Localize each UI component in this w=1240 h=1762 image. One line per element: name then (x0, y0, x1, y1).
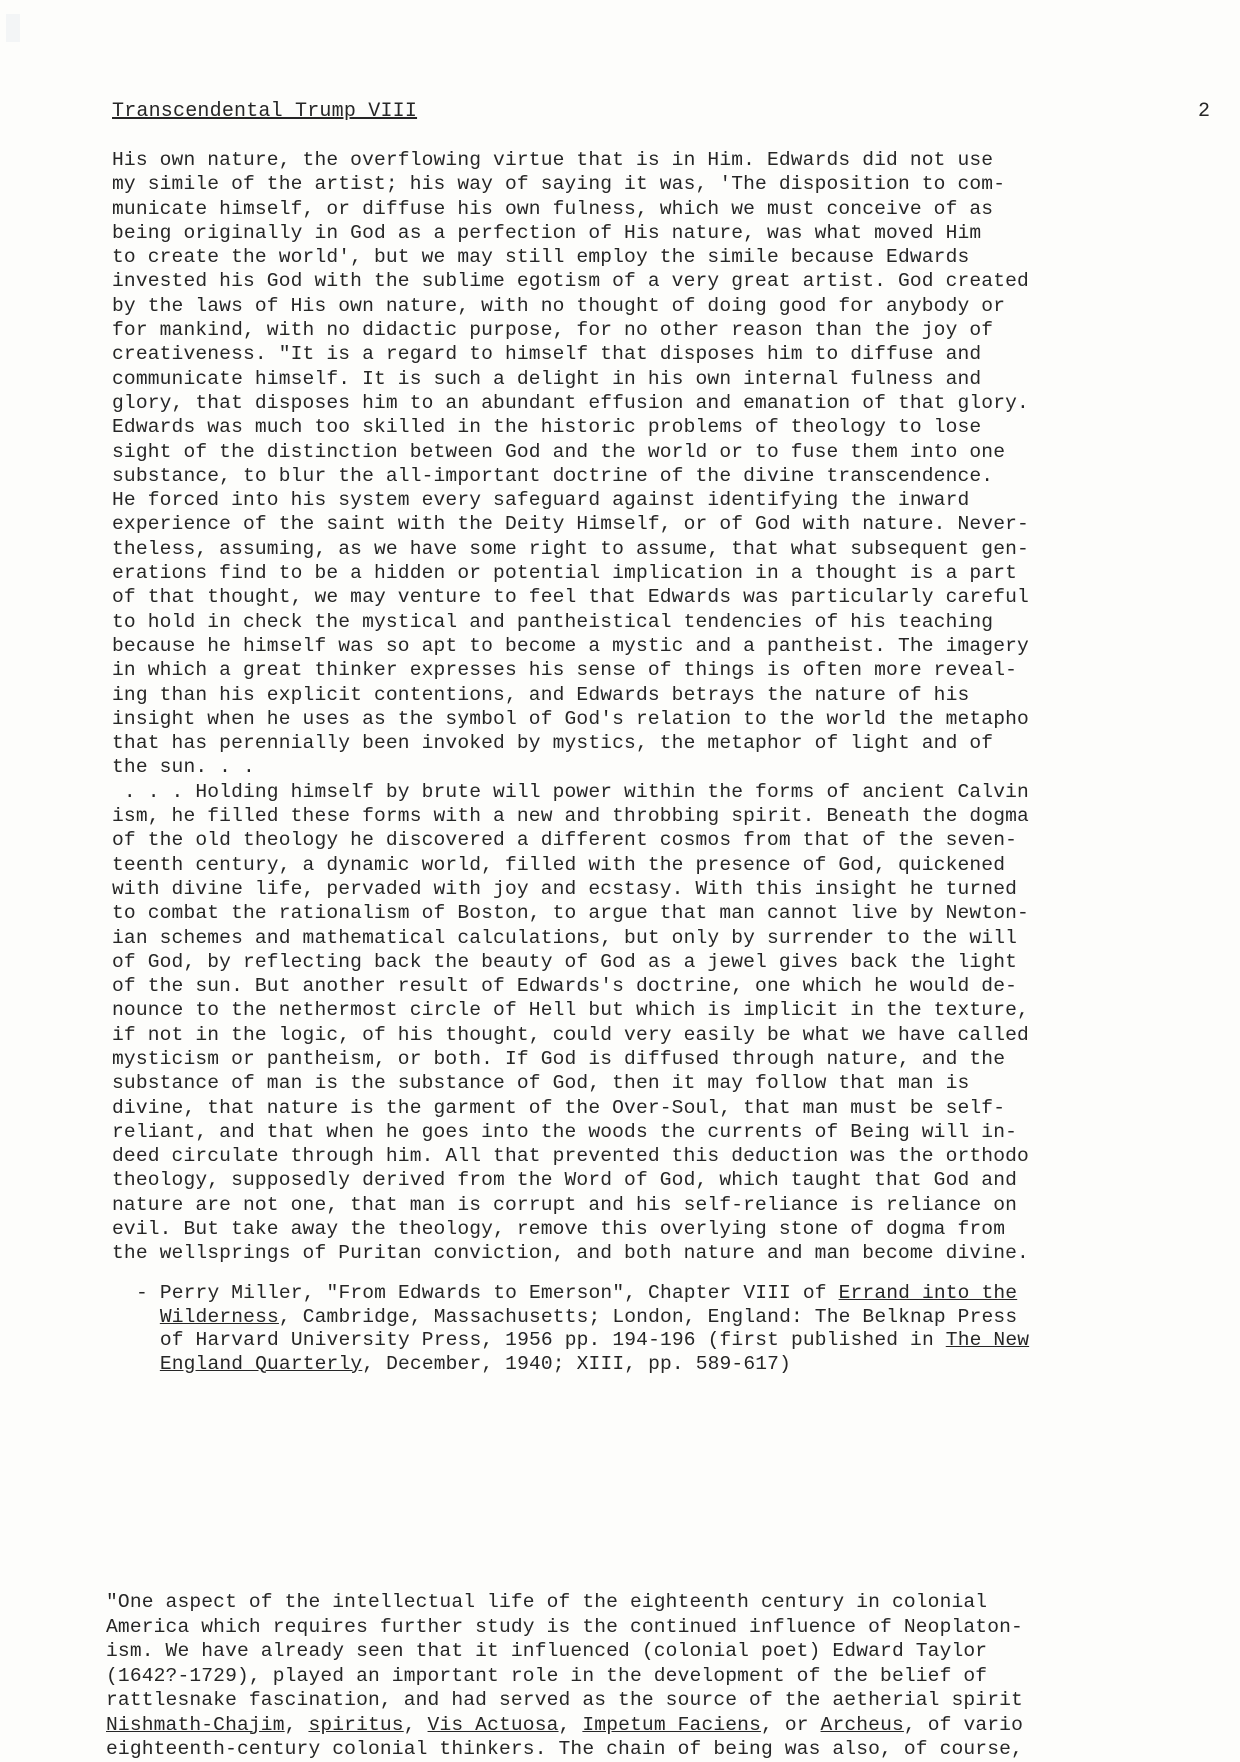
quote-line: America which requires further study is the continued influence of Neoplaton- (106, 1615, 1023, 1638)
scan-smudge (6, 14, 20, 42)
text-line: Edwards was much too skilled in the historic problems of theology to lose (112, 416, 982, 439)
page-header (112, 100, 1210, 130)
text-line: by the laws of His own nature, with no thought of doing good for anybody or (112, 294, 1006, 317)
latin-term: Impetum Faciens (582, 1713, 761, 1736)
text-line: of that thought, we may venture to feel that Edwards was particularly careful (112, 586, 1029, 609)
text-line: because he himself was so apt to become a mystic and a pantheist. The imagery (112, 634, 1029, 657)
text-line: glory, that disposes him to an abundant effusion and emanation of that glory. (112, 391, 1029, 414)
text-line: invested his God with the sublime egotism of a very great artist. God created (112, 270, 1029, 293)
text-line: substance of man is the substance of God, then it may follow that man is (112, 1072, 970, 1095)
text-line: . . . Holding himself by brute will power within the forms of ancient Calvin (112, 780, 1029, 803)
citation-block (136, 1282, 1226, 1376)
quote-block (106, 1590, 1226, 1762)
text-line: for mankind, with no didactic purpose, for no other reason than the joy of (112, 319, 994, 342)
text-line: theless, assuming, as we have some right to assume, that what subsequent gen- (112, 537, 1029, 560)
text-line: sight of the distinction between God and the world or to fuse them into one (112, 440, 1006, 463)
running-title: Transcendental Trump VIII (112, 100, 418, 123)
text-line: to hold in check the mystical and pantheistical tendencies of his teaching (112, 610, 994, 633)
text-line: of the sun. But another result of Edwards's doctrine, one which he would de- (112, 975, 1018, 998)
book-title: Errand into the (838, 1282, 1018, 1304)
text-line: His own nature, the overflowing virtue that is in Him. Edwards did not use (112, 149, 994, 171)
citation-text: , Cambridge, Massachusetts; London, England: The Belknap Press (278, 1305, 1018, 1328)
quote-text: , of vario (903, 1713, 1023, 1736)
citation-line (136, 1353, 1226, 1377)
text-line: mysticism or pantheism, or both. If God is diffused through nature, and the (112, 1047, 1006, 1070)
citation-line (136, 1282, 1226, 1306)
text-line: erations find to be a hidden or potential implication in a thought is a part (112, 562, 1018, 585)
page-number: 2 (1197, 100, 1210, 123)
quote-line: eighteenth-century colonial thinkers. The chain of being was also, of course, (106, 1738, 1023, 1760)
journal-title: England Quarterly (159, 1352, 363, 1375)
text-line: evil. But take away the theology, remove this overlying stone of dogma from (112, 1218, 1006, 1241)
text-line: He forced into his system every safeguard against identifying the inward (112, 489, 970, 512)
text-line: creativeness. "It is a regard to himself that disposes him to diffuse and (112, 343, 982, 366)
latin-term: spiritus (308, 1713, 404, 1736)
text-line: in which a great thinker expresses his sense of things is often more reveal- (112, 659, 1018, 682)
text-line: of God, by reflecting back the beauty of God as a jewel gives back the light (112, 950, 1018, 973)
text-line: ing than his explicit contentions, and Edwards betrays the nature of his (112, 683, 970, 706)
citation-line (136, 1329, 1226, 1353)
text-line: reliant, and that when he goes into the woods the currents of Being will in- (112, 1120, 1018, 1143)
text-line: being originally in God as a perfection of His nature, was what moved Him (112, 221, 982, 244)
latin-term: Nishmath-Chajim (106, 1713, 285, 1736)
text-line: if not in the logic, of his thought, could very easily be what we have called (112, 1023, 1029, 1046)
text-line: of the old theology he discovered a different cosmos from that of the seven- (112, 829, 1018, 852)
separator: , (284, 1713, 309, 1736)
separator: , or (761, 1713, 821, 1736)
main-text-block (112, 148, 1222, 1266)
quote-line (106, 1713, 1226, 1738)
text-line: the sun. . . (112, 756, 255, 779)
text-line: deed circulate through him. All that prevented this deduction was the orthodo (112, 1145, 1029, 1168)
text-line: ism, he filled these forms with a new and throbbing spirit. Beneath the dogma (112, 805, 1029, 828)
text-line: substance, to blur the all-important doctrine of the divine transcendence. (112, 464, 994, 487)
quote-line: rattlesnake fascination, and had served as the source of the aetherial spirit (106, 1689, 1023, 1711)
text-line: divine, that nature is the garment of the Over-Soul, that man must be self- (112, 1096, 1006, 1119)
text-line: to create the world', but we may still employ the simile because Edwards (112, 246, 970, 269)
text-line: municate himself, or diffuse his own fulness, which we must conceive of as (112, 197, 994, 220)
text-line: insight when he uses as the symbol of God's relation to the world the metapho (112, 707, 1029, 730)
citation-text: of Harvard University Press, 1956 pp. 194-196 (first published in (159, 1329, 946, 1351)
quote-line: (1642?-1729), played an important role in the development of the belief of (106, 1664, 988, 1687)
citation-text: - Perry Miller, "From Edwards to Emerson", Chapter VIII of (136, 1282, 839, 1304)
text-line: nature are not one, that man is corrupt and his self-reliance is reliance on (112, 1193, 1018, 1216)
text-line: communicate himself. It is such a delight in his own internal fulness and (112, 367, 982, 390)
quote-line: "One aspect of the intellectual life of the eighteenth century in colonial (106, 1591, 988, 1613)
text-line: teenth century, a dynamic world, filled with the presence of God, quickened (112, 853, 1006, 876)
journal-title: The New (945, 1329, 1030, 1351)
text-line: ian schemes and mathematical calculations, but only by surrender to the will (112, 926, 1018, 949)
citation-line (136, 1306, 1226, 1330)
latin-term: Archeus (820, 1713, 904, 1736)
separator: , (403, 1713, 428, 1736)
text-line: the wellsprings of Puritan conviction, and both nature and man become divine. (112, 1242, 1029, 1265)
latin-term: Vis Actuosa (427, 1713, 559, 1736)
text-line: experience of the saint with the Deity Himself, or of God with nature. Never- (112, 513, 1029, 536)
citation-text: , December, 1940; XIII, pp. 589-617) (362, 1352, 791, 1375)
separator: , (558, 1713, 583, 1736)
text-line: that has perennially been invoked by mystics, the metaphor of light and of (112, 732, 994, 755)
text-line: my simile of the artist; his way of saying it was, 'The disposition to com- (112, 173, 1006, 196)
book-title: Wilderness (159, 1305, 279, 1328)
text-line: theology, supposedly derived from the Word of God, which taught that God and (112, 1169, 1018, 1192)
text-line: with divine life, pervaded with joy and ecstasy. With this insight he turned (112, 877, 1018, 900)
text-line: to combat the rationalism of Boston, to argue that man cannot live by Newton- (112, 902, 1029, 925)
text-line: nounce to the nethermost circle of Hell but which is implicit in the texture, (112, 999, 1029, 1022)
quote-line: ism. We have already seen that it influenced (colonial poet) Edward Taylor (106, 1640, 988, 1662)
